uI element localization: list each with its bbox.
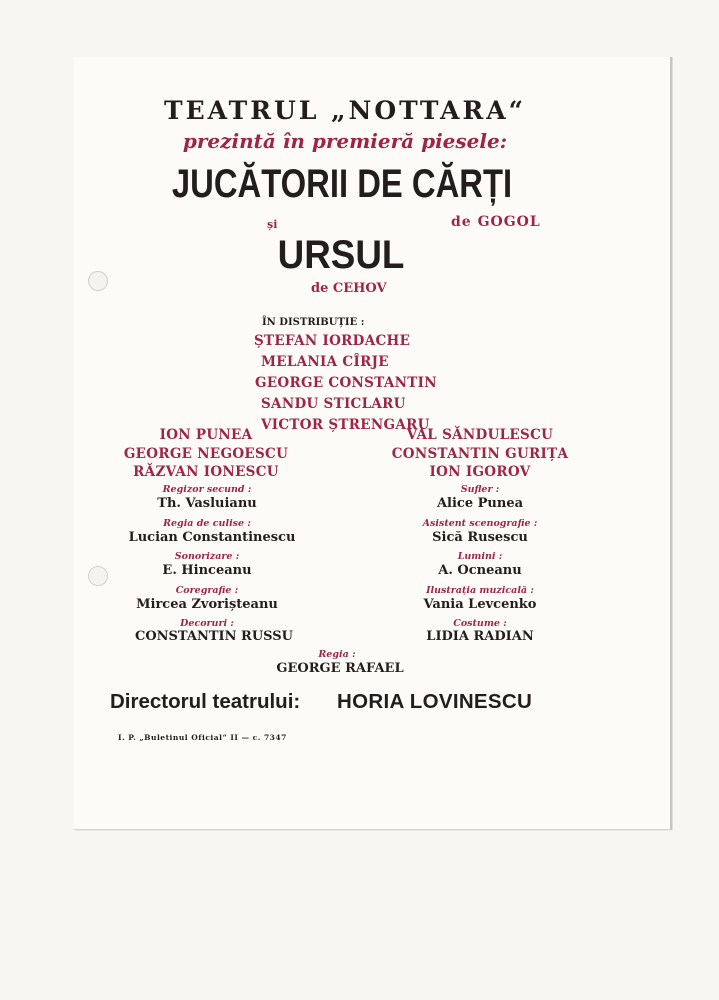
printer-imprint: I. P. „Buletinul Oficial“ II — c. 7347	[118, 733, 287, 742]
credit-name: CONSTANTIN RUSSU	[134, 629, 294, 644]
cast-member: RĂZVAN IONESCU	[133, 464, 279, 480]
cast-member: VAL SĂNDULESCU	[406, 427, 554, 443]
credit-role: Costume :	[453, 618, 507, 629]
theatre-name: TEATRUL „NOTTARA“	[163, 96, 527, 125]
play2-title: URSUL	[277, 233, 405, 277]
cast-member: ION PUNEA	[159, 427, 253, 443]
credit-name: Lucian Constantinescu	[128, 530, 296, 545]
cast-member: MELANIA CÎRJE	[261, 354, 389, 370]
credit-role: Coregrafie :	[175, 585, 239, 596]
punch-hole	[88, 566, 108, 586]
theatre-director-name: HORIA LOVINESCU	[337, 690, 533, 713]
director-name: GEORGE RAFAEL	[276, 661, 404, 676]
cast-member: SANDU STICLARU	[261, 396, 406, 412]
director-role: Regia :	[318, 649, 356, 660]
cast-member: ION IGOROV	[429, 464, 531, 480]
credit-name: Vania Levcenko	[423, 597, 537, 612]
theatre-director-label: Directorul teatrului:	[110, 690, 301, 713]
credit-name: Th. Vasluianu	[157, 496, 257, 511]
cast-label: ÎN DISTRIBUȚIE :	[262, 317, 365, 328]
credit-name: A. Ocneanu	[438, 563, 522, 578]
credit-role: Sufler :	[460, 484, 500, 495]
credit-role: Sonorizare :	[174, 551, 240, 562]
credit-role: Asistent scenografie :	[422, 518, 538, 529]
cast-member: CONSTANTIN GURIȚA	[391, 446, 569, 462]
credit-name: Sică Rusescu	[432, 530, 528, 545]
play1-author: de GOGOL	[451, 214, 541, 230]
play1-title: JUCĂTORII DE CĂRȚI	[171, 162, 513, 206]
play2-author: de CEHOV	[311, 281, 387, 296]
credit-role: Decoruri :	[180, 618, 234, 629]
cast-member: GEORGE CONSTANTIN	[255, 375, 437, 391]
presents-line: prezintă în premieră piesele:	[182, 129, 508, 153]
punch-hole	[88, 271, 108, 291]
credit-role: Regizor secund :	[162, 484, 252, 495]
credit-name: Mircea Zvorișteanu	[136, 597, 278, 612]
cast-member: GEORGE NEGOESCU	[123, 446, 289, 462]
credit-role: Ilustrația muzicală :	[426, 585, 534, 596]
and-word: și	[267, 218, 278, 231]
credit-name: Alice Punea	[436, 496, 524, 511]
cast-member: ȘTEFAN IORDACHE	[254, 333, 411, 349]
credit-name: LIDIA RADIAN	[426, 629, 534, 644]
cast-member: VICTOR ȘTRENGARU	[261, 417, 430, 433]
credit-role: Regia de culise :	[163, 518, 251, 529]
credit-role: Lumini :	[457, 551, 503, 562]
credit-name: E. Hinceanu	[162, 563, 252, 578]
